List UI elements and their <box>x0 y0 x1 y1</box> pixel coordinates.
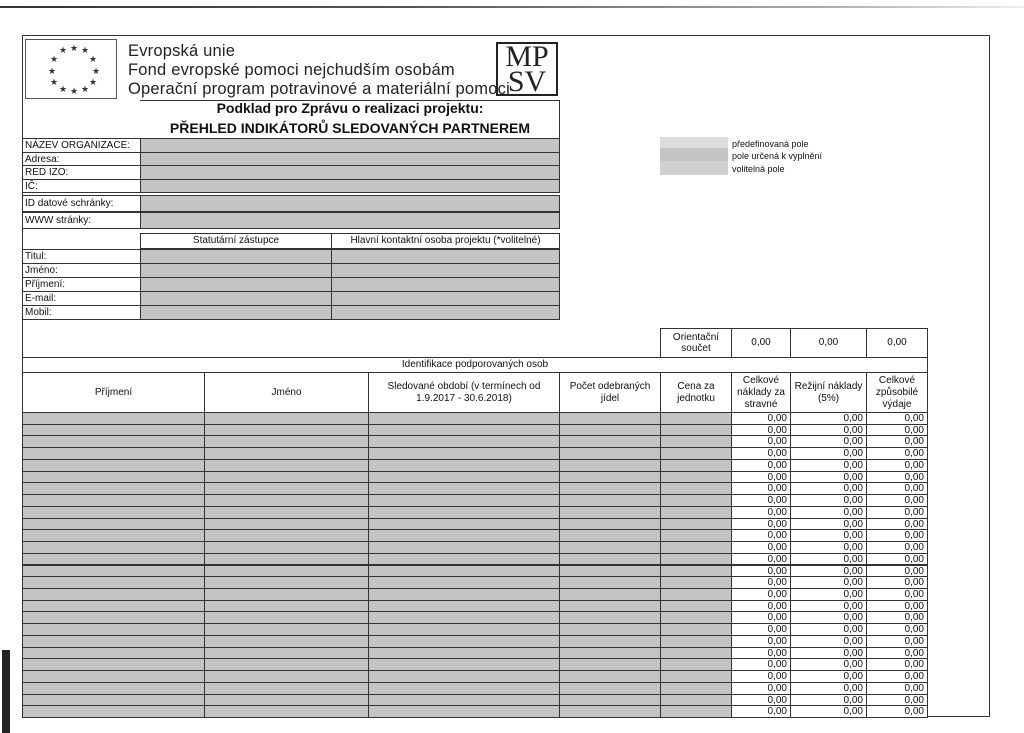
scan-top-edge <box>0 6 1024 8</box>
report-title: Podklad pro Zprávu o realizaci projektu: <box>216 100 484 116</box>
table-column-header: Cena za jednotku <box>660 372 732 413</box>
table-computed-cell: 0,00 <box>790 435 867 448</box>
org-field-label: RED IZO: <box>22 165 141 180</box>
table-computed-cell: 0,00 <box>866 623 928 636</box>
table-computed-cell: 0,00 <box>731 694 791 707</box>
org-field-label: Adresa: <box>22 152 141 167</box>
table-computed-cell: 0,00 <box>731 447 791 460</box>
table-computed-cell: 0,00 <box>866 576 928 589</box>
contact-row-label: Titul: <box>22 249 141 264</box>
table-computed-cell: 0,00 <box>790 506 867 519</box>
table-computed-cell: 0,00 <box>731 482 791 495</box>
table-computed-cell: 0,00 <box>790 623 867 636</box>
table-computed-cell: 0,00 <box>866 506 928 519</box>
table-computed-cell: 0,00 <box>731 635 791 648</box>
table-computed-cell: 0,00 <box>866 529 928 542</box>
contact-row-label: Mobil: <box>22 305 141 320</box>
table-computed-cell: 0,00 <box>790 494 867 507</box>
table-column-header: Celkové náklady za stravné <box>731 372 791 413</box>
table-column-header: Režijní náklady (5%) <box>790 372 867 413</box>
legend-to-fill: pole určená k vyplnění <box>732 151 823 161</box>
table-computed-cell: 0,00 <box>731 541 791 554</box>
table-computed-cell: 0,00 <box>731 412 791 425</box>
mpsv-logo-bottom: SV <box>507 65 547 98</box>
org-field-label: ID datové schránky: <box>22 195 141 212</box>
table-computed-cell: 0,00 <box>731 600 791 613</box>
report-subtitle: PŘEHLED INDIKÁTORŮ SLEDOVANÝCH PARTNEREM <box>169 120 531 136</box>
table-section-title: Identifikace podporovaných osob <box>22 357 928 373</box>
table-computed-cell: 0,00 <box>866 482 928 495</box>
contact-input-statutory[interactable] <box>140 249 332 264</box>
table-input-cell[interactable] <box>368 705 560 718</box>
contact-row-label: Příjmení: <box>22 277 141 292</box>
table-computed-cell: 0,00 <box>790 576 867 589</box>
table-computed-cell: 0,00 <box>866 588 928 601</box>
table-computed-cell: 0,00 <box>790 541 867 554</box>
table-column-header: Jméno <box>204 372 369 413</box>
table-computed-cell: 0,00 <box>866 682 928 695</box>
table-computed-cell: 0,00 <box>731 529 791 542</box>
table-computed-cell: 0,00 <box>790 682 867 695</box>
summary-total-costs: 0,00 <box>731 328 791 358</box>
table-column-header: Příjmení <box>22 372 205 413</box>
table-computed-cell: 0,00 <box>731 518 791 531</box>
table-computed-cell: 0,00 <box>731 576 791 589</box>
table-column-header: Počet odebraných jídel <box>559 372 661 413</box>
table-computed-cell: 0,00 <box>731 658 791 671</box>
contacts-header-main-contact: Hlavní kontaktní osoba projektu (*volitelné) <box>331 233 560 249</box>
table-computed-cell: 0,00 <box>790 518 867 531</box>
table-input-cell[interactable] <box>22 705 205 718</box>
summary-overhead: 0,00 <box>790 328 867 358</box>
table-computed-cell: 0,00 <box>866 541 928 554</box>
table-computed-cell: 0,00 <box>790 471 867 484</box>
table-computed-cell: 0,00 <box>866 705 928 718</box>
table-computed-cell: 0,00 <box>866 459 928 472</box>
table-computed-cell: 0,00 <box>731 647 791 660</box>
table-computed-cell: 0,00 <box>866 412 928 425</box>
table-computed-cell: 0,00 <box>790 553 867 566</box>
table-computed-cell: 0,00 <box>790 588 867 601</box>
table-computed-cell: 0,00 <box>866 565 928 578</box>
table-computed-cell: 0,00 <box>731 588 791 601</box>
legend-predefined: předefinovaná pole <box>732 139 809 149</box>
table-computed-cell: 0,00 <box>790 670 867 683</box>
org-field-input[interactable] <box>140 138 560 153</box>
table-computed-cell: 0,00 <box>790 482 867 495</box>
table-computed-cell: 0,00 <box>790 424 867 437</box>
table-computed-cell: 0,00 <box>731 670 791 683</box>
contact-row-label: Jméno: <box>22 263 141 278</box>
table-computed-cell: 0,00 <box>731 471 791 484</box>
table-computed-cell: 0,00 <box>731 553 791 566</box>
legend-swatch-to-fill <box>660 148 728 161</box>
header-line-program: Operační program potravinové a materiální pomoci <box>128 80 510 98</box>
table-computed-cell: 0,00 <box>866 494 928 507</box>
table-computed-cell: 0,00 <box>866 435 928 448</box>
table-computed-cell: 0,00 <box>731 623 791 636</box>
table-computed-cell: 0,00 <box>866 471 928 484</box>
scan-left-shadow <box>2 650 10 733</box>
contact-input-statutory[interactable] <box>140 291 332 306</box>
table-computed-cell: 0,00 <box>866 694 928 707</box>
table-computed-cell: 0,00 <box>731 506 791 519</box>
org-field-label: NÁZEV ORGANIZACE: <box>22 138 141 153</box>
contact-row-label: E-mail: <box>22 291 141 306</box>
table-computed-cell: 0,00 <box>731 424 791 437</box>
contact-input-main-contact[interactable] <box>331 291 560 306</box>
table-computed-cell: 0,00 <box>790 705 867 718</box>
table-computed-cell: 0,00 <box>866 600 928 613</box>
table-column-header: Sledované období (v termínech od 1.9.2017 - 30.6.2018) <box>368 372 560 413</box>
table-computed-cell: 0,00 <box>866 424 928 437</box>
table-computed-cell: 0,00 <box>790 611 867 624</box>
contact-input-main-contact[interactable] <box>331 305 560 320</box>
table-computed-cell: 0,00 <box>790 658 867 671</box>
table-input-cell[interactable] <box>204 705 369 718</box>
table-computed-cell: 0,00 <box>866 611 928 624</box>
org-field-input[interactable] <box>140 212 560 229</box>
org-field-input[interactable] <box>140 179 560 194</box>
mpsv-logo <box>496 42 558 96</box>
legend-optional: volitelná pole <box>732 164 785 174</box>
table-computed-cell: 0,00 <box>790 635 867 648</box>
header-line-fund: Fond evropské pomoci nejchudším osobám <box>128 61 455 79</box>
legend-swatch-predefined <box>660 137 728 148</box>
table-computed-cell: 0,00 <box>731 565 791 578</box>
mpsv-logo-top: MP <box>505 40 549 73</box>
contact-input-statutory[interactable] <box>140 277 332 292</box>
table-computed-cell: 0,00 <box>731 494 791 507</box>
table-computed-cell: 0,00 <box>866 647 928 660</box>
table-computed-cell: 0,00 <box>866 518 928 531</box>
org-field-label: IČ: <box>22 179 141 194</box>
table-computed-cell: 0,00 <box>866 658 928 671</box>
contact-input-statutory[interactable] <box>140 305 332 320</box>
table-computed-cell: 0,00 <box>731 682 791 695</box>
org-field-input[interactable] <box>140 165 560 180</box>
contact-input-statutory[interactable] <box>140 263 332 278</box>
org-field-input[interactable] <box>140 195 560 212</box>
table-computed-cell: 0,00 <box>866 447 928 460</box>
table-computed-cell: 0,00 <box>790 412 867 425</box>
contact-input-main-contact[interactable] <box>331 249 560 264</box>
table-computed-cell: 0,00 <box>790 647 867 660</box>
org-field-label: WWW stránky: <box>22 212 141 229</box>
table-computed-cell: 0,00 <box>866 670 928 683</box>
contact-input-main-contact[interactable] <box>331 263 560 278</box>
contact-input-main-contact[interactable] <box>331 277 560 292</box>
table-computed-cell: 0,00 <box>731 705 791 718</box>
table-column-header: Celkové způsobilé výdaje <box>866 372 928 413</box>
table-computed-cell: 0,00 <box>790 694 867 707</box>
table-computed-cell: 0,00 <box>790 600 867 613</box>
contacts-header-statutory: Statutární zástupce <box>140 233 332 249</box>
eu-flag-logo: ★ ★ ★ ★ ★ ★ ★ ★ ★ ★ ★ ★ <box>25 39 117 99</box>
table-computed-cell: 0,00 <box>731 459 791 472</box>
table-computed-cell: 0,00 <box>790 459 867 472</box>
summary-eligible: 0,00 <box>866 328 928 358</box>
header-line-eu: Evropská unie <box>128 42 236 60</box>
table-computed-cell: 0,00 <box>866 635 928 648</box>
table-computed-cell: 0,00 <box>790 529 867 542</box>
table-computed-cell: 0,00 <box>790 447 867 460</box>
table-input-cell[interactable] <box>660 705 732 718</box>
table-computed-cell: 0,00 <box>866 553 928 566</box>
legend-swatch-optional <box>660 161 728 175</box>
table-computed-cell: 0,00 <box>731 611 791 624</box>
table-input-cell[interactable] <box>559 705 661 718</box>
summary-label: Orientační součet <box>660 328 732 358</box>
table-computed-cell: 0,00 <box>731 435 791 448</box>
table-computed-cell: 0,00 <box>790 565 867 578</box>
org-field-input[interactable] <box>140 152 560 167</box>
